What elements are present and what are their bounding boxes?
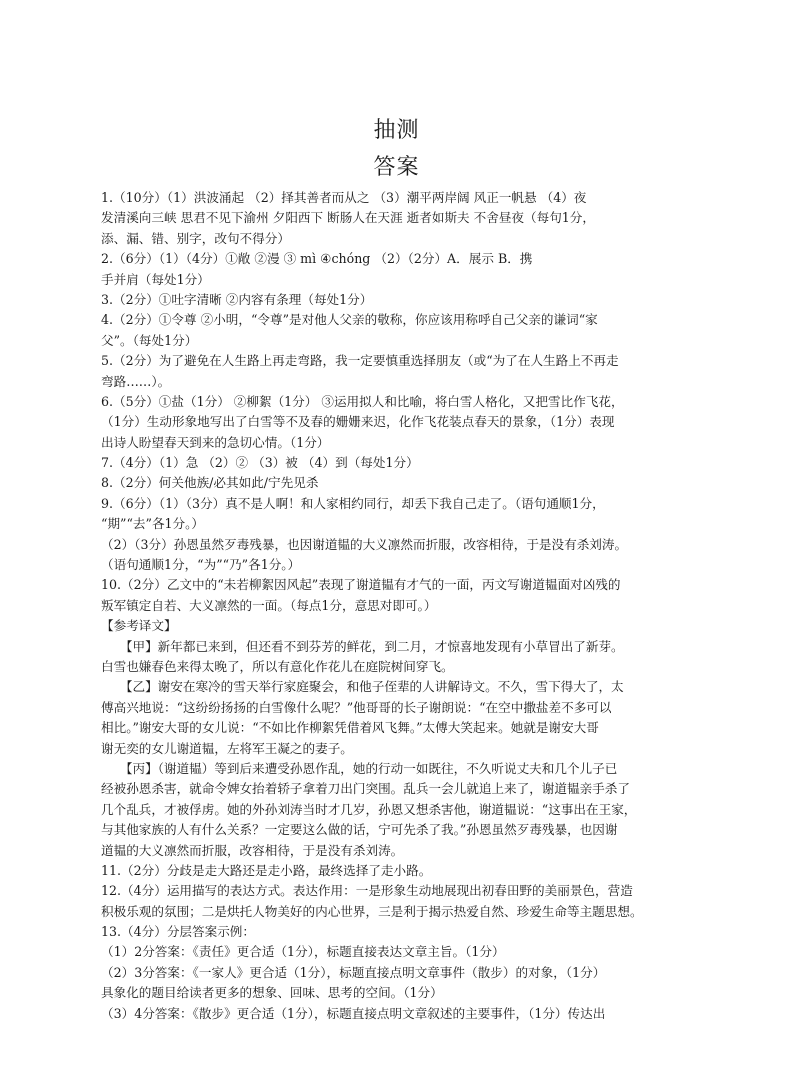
text-line: 【乙】谢安在寒冷的雪天举行家庭聚会，和他子侄辈的人讲解诗文。不久，雪下得大了，太 <box>101 679 624 695</box>
text-line: 2.（6分）（1）（4分）①敞 ②漫 ③ mì ④chóng （2）（2分）A．展示 B．携 <box>101 251 533 267</box>
text-line: 发清溪向三峡 思君不见下渝州 夕阳西下 断肠人在天涯 逝者如斯夫 不舍昼夜（每句1分， <box>101 210 595 226</box>
text-line: 叛军镇定自若、大义凛然的一面。（每点1分，意思对即可。） <box>101 597 437 613</box>
text-line: 相比。”谢安大哥的女儿说：“不如比作柳絮凭借着风飞舞。”太傅大笑起来。她就是谢安大哥 <box>101 720 599 736</box>
text-line: “期”“去”各1分。） <box>101 516 205 532</box>
text-line: 谢无奕的女儿谢道韫，左将军王凝之的妻子。 <box>101 740 353 756</box>
text-line: 【丙】（谢道韫）等到后来遭受孙恩作乱，她的行动一如既往，不久听说丈夫和几个儿子已 <box>101 760 618 776</box>
text-line: 3.（2分）①吐字清晰 ②内容有条理（每处1分） <box>101 291 373 307</box>
text-line: 11.（2分）分歧是走大路还是走小路，最终选择了走小路。 <box>101 862 432 878</box>
text-line: 6.（5分）①盐（1分） ②柳絮（1分） ③运用拟人和比喻，将白雪人格化，又把雪比作飞花， <box>101 393 624 409</box>
text-line: （1）2分答案：《责任》更合适（1分），标题直接表达文章主旨。（1分） <box>101 944 505 960</box>
text-line: 经被孙恩杀害，就命令婢女抬着轿子拿着刀出门突围。乱兵一会儿就追上来了，谢道韫亲手杀了 <box>101 781 630 797</box>
text-line: 5.（2分）为了避免在人生路上再走弯路，我一定要慎重选择朋友（或“为了在人生路上不再走 <box>101 353 619 369</box>
page-subtitle: 答案 <box>373 155 420 180</box>
text-line: 弯路……）。 <box>101 373 171 389</box>
answer-body <box>101 188 701 1024</box>
text-line: 傅高兴地说：“这纷纷扬扬的白雪像什么呢？”他哥哥的长子谢朗说：“在空中撒盐差不多可以 <box>101 699 612 715</box>
text-line: 12.（4分）运用描写的表达方式。表达作用：一是形象生动地展现出初春田野的美丽景色，营造 <box>101 883 633 899</box>
text-line: 4.（2分）①令尊 ②小明，“令尊”是对他人父亲的敬称，你应该用称呼自己父亲的谦词“家 <box>101 312 598 328</box>
text-line: 白雪也嫌春色来得太晚了，所以有意化作花儿在庭院树间穿飞。 <box>101 658 454 674</box>
text-line: 具象化的题目给读者更多的想象、回味、思考的空间。（1分） <box>101 985 443 1001</box>
text-line: 8.（2分）何关他族/必其如此/宁先见杀 <box>101 475 319 491</box>
text-line: （1分）生动形象地写出了白雪等不及春的姗姗来迟，化作飞花装点春天的景象，（1分）表现 <box>101 414 615 430</box>
text-line: 与其他家族的人有什么关系？一定要这么做的话，宁可先杀了我。”孙恩虽然歹毒残暴，也因谢 <box>101 822 618 838</box>
text-line: 道韫的大义凛然而折服，改容相待，于是没有杀刘涛。 <box>101 842 404 858</box>
text-line: 几个乱兵，才被俘虏。她的外孙刘涛当时才几岁，孙恩又想杀害他，谢道韫说：“这事出在王家， <box>101 801 637 817</box>
text-line: （2）（3分）孙恩虽然歹毒残暴，也因谢道韫的大义凛然而折服，改容相待，于是没有杀刘涛。 <box>101 536 628 552</box>
text-line: 7.（4分）（1）急 （2）② （3）被 （4）到（每处1分） <box>101 455 419 471</box>
text-line: 【参考译文】 <box>101 618 177 634</box>
text-line: （语句通顺1分，“为”“乃”各1分。） <box>101 557 301 573</box>
text-line: 10.（2分）乙文中的“未若柳絮因风起”表现了谢道韫有才气的一面，丙文写谢道韫面对凶残的 <box>101 577 621 593</box>
text-line: 父”。（每处1分） <box>101 332 198 348</box>
text-line: （3）4分答案：《散步》更合适（1分），标题直接点明文章叙述的主要事件，（1分）传达出 <box>101 1005 606 1021</box>
page-title: 抽测 <box>373 118 420 143</box>
text-line: 出诗人盼望春天到来的急切心情。（1分） <box>101 434 330 450</box>
text-line: 【甲】新年都已来到，但还看不到芬芳的鲜花，到二月，才惊喜地发现有小草冒出了新芽。 <box>101 638 624 654</box>
text-line: 手并肩（每处1分） <box>101 271 210 287</box>
text-line: 9.（6分）（1）（3分）真不是人啊！和人家相约同行，却丢下我自己走了。（语句通顺1分， <box>101 495 605 511</box>
text-line: 积极乐观的氛围；二是烘托人物美好的内心世界，三是利于揭示热爱自然、珍爱生命等主题思想。 <box>101 903 643 919</box>
text-line: 1.（10分）（1）洪波涌起 （2）择其善者而从之 （3）潮平两岸阔 风正一帆悬 （4）夜 <box>101 190 587 205</box>
text-line: （2）3分答案：《一家人》更合适（1分），标题直接点明文章事件（散步）的对象，（1分） <box>101 964 606 980</box>
text-line: 添、漏、错、别字，改句不得分） <box>101 230 290 246</box>
text-line: 13.（4分）分层答案示例： <box>101 924 255 940</box>
